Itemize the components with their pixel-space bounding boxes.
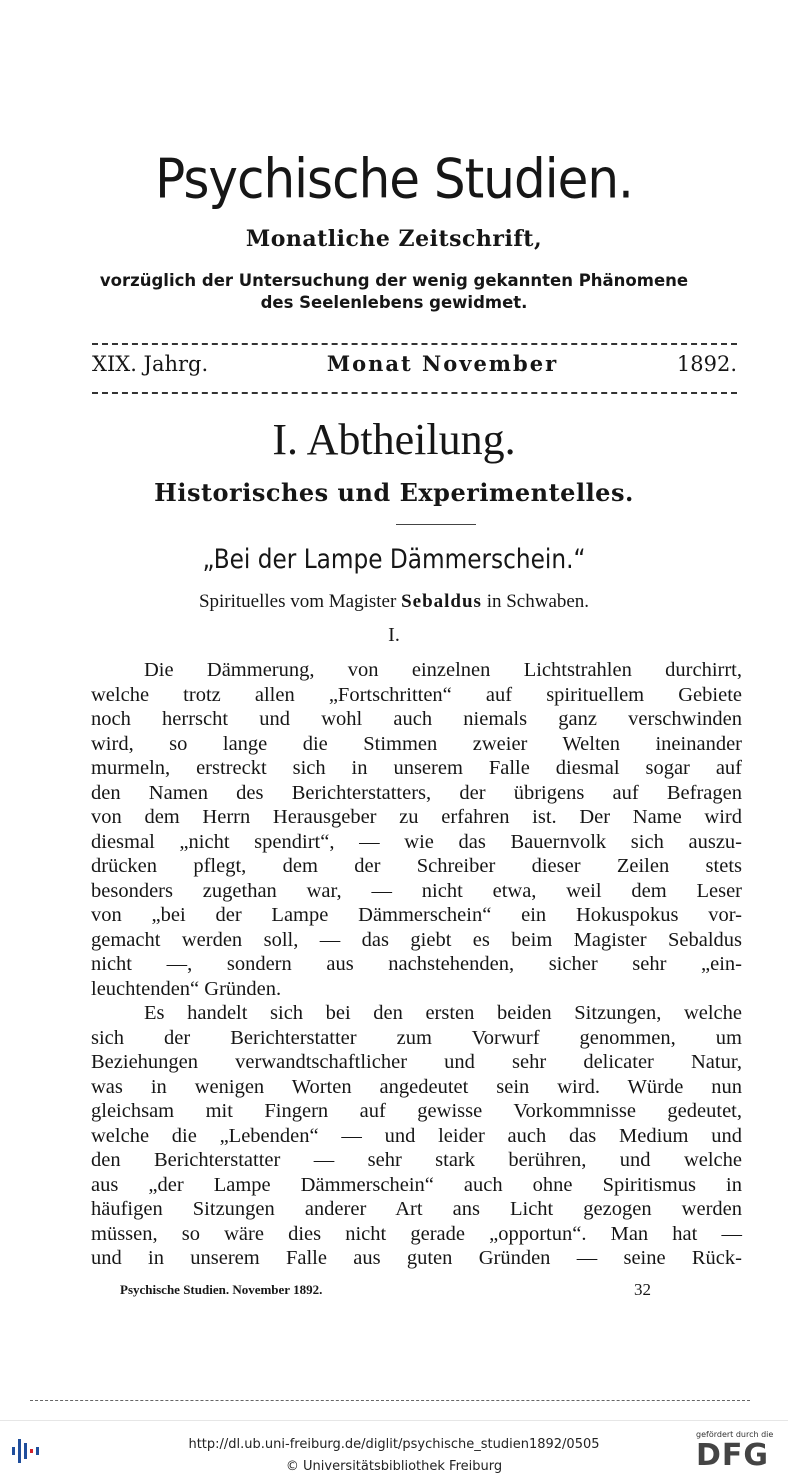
issue-month: Monat November <box>326 351 559 376</box>
article-body <box>91 658 742 1271</box>
text-line: welche die „Lebenden“ — und leider auch das Medium und <box>91 1124 742 1147</box>
article-title: „Bei der Lampe Dämmerschein.“ <box>202 544 586 575</box>
byline-suffix: in Schwaben. <box>486 591 590 612</box>
viewer-footer-bar <box>0 1420 788 1481</box>
text-line: was in wenigen Worten angedeutet sein wird. Würde nun <box>91 1075 742 1098</box>
text-line: wird, so lange die Stimmen zweier Welten ineinander <box>91 732 742 755</box>
text-line: Beziehungen verwandtschaftlicher und sehr delicater Natur, <box>91 1051 742 1073</box>
text-line: von „bei der Lampe Dämmerschein“ ein Hokuspokus vor- <box>91 904 742 926</box>
journal-description <box>0 270 788 314</box>
text-line: Die Dämmerung, von einzelnen Lichtstrahlen durchirrt, <box>144 659 742 681</box>
scan-edge-artifact <box>30 1400 750 1401</box>
section-divider <box>396 524 476 525</box>
byline-author: Sebaldus <box>401 591 482 612</box>
journal-title: Psychische Studien. <box>155 147 633 211</box>
page-number: 32 <box>634 1280 651 1299</box>
running-footer: Psychische Studien. November 1892. <box>120 1282 323 1297</box>
issue-line <box>92 351 737 376</box>
text-line: nicht —, sondern aus nachstehenden, sicher sehr „ein- <box>91 953 742 975</box>
dashed-rule-top <box>92 343 737 345</box>
journal-description-line-2: des Seelenlebens gewidmet. <box>260 293 528 312</box>
text-line: den Namen des Berichterstatters, der übrigens auf Befragen <box>91 781 742 804</box>
text-line: häufigen Sitzungen anderer Art ans Licht gezogen werden <box>91 1198 742 1220</box>
text-line: murmeln, erstreckt sich in unserem Falle diesmal sogar auf <box>91 757 742 779</box>
part-number: I. <box>388 624 400 646</box>
section-title: I. Abtheilung. <box>272 415 516 464</box>
copyright-notice: © Universitätsbibliothek Freiburg <box>285 1459 503 1474</box>
journal-subtitle: Monatliche Zeitschrift, <box>245 226 543 252</box>
text-line: Es handelt sich bei den ersten beiden Sitzungen, welche <box>144 1002 742 1024</box>
funding-note: gefördert durch die <box>696 1430 774 1439</box>
text-line: aus „der Lampe Dämmerschein“ auch ohne Spiritismus in <box>91 1173 742 1196</box>
dfg-logo: DFG <box>696 1438 770 1473</box>
text-line: welche trotz allen „Fortschritten“ auf spirituellem Gebiete <box>91 683 742 706</box>
text-line: den Berichterstatter — sehr stark berühren, und welche <box>91 1149 742 1171</box>
text-line: besonders zugethan war, — nicht etwa, weil dem Leser <box>91 879 742 902</box>
text-line: müssen, so wäre dies nicht gerade „opportun“. Man hat — <box>91 1222 742 1245</box>
issue-volume: XIX. Jahrg. <box>92 352 209 376</box>
article-byline <box>0 591 788 613</box>
section-subtitle: Historisches und Experimentelles. <box>154 478 634 507</box>
dashed-rule-bottom <box>92 392 737 394</box>
text-line: diesmal „nicht spendirt“, — wie das Bauernvolk sich auszu- <box>91 830 742 853</box>
text-line: und in unserem Falle aus guten Gründen — seine Rück- <box>91 1247 742 1269</box>
text-line: noch herrscht und wohl auch niemals ganz verschwinden <box>91 708 742 730</box>
text-line: gemacht werden soll, — das giebt es beim Magister Sebaldus <box>91 928 742 951</box>
text-line: sich der Berichterstatter zum Vorwurf genommen, um <box>91 1026 742 1049</box>
text-line: von dem Herrn Herausgeber zu erfahren ist. Der Name wird <box>91 806 742 828</box>
text-line: drücken pflegt, dem der Schreiber dieser Zeilen stets <box>91 855 742 877</box>
byline-prefix: Spirituelles vom Magister <box>198 591 397 612</box>
issue-year: 1892. <box>676 352 737 376</box>
text-line: gleichsam mit Fingern auf gewisse Vorkommnisse gedeutet, <box>91 1100 742 1122</box>
journal-description-line-1: vorzüglich der Untersuchung der wenig gekannten Phänomene <box>99 271 689 290</box>
permalink-url[interactable]: http://dl.ub.uni-freiburg.de/diglit/psychische_studien1892/0505 <box>188 1437 600 1452</box>
text-line: leuchtenden“ Gründen. <box>91 977 282 1000</box>
